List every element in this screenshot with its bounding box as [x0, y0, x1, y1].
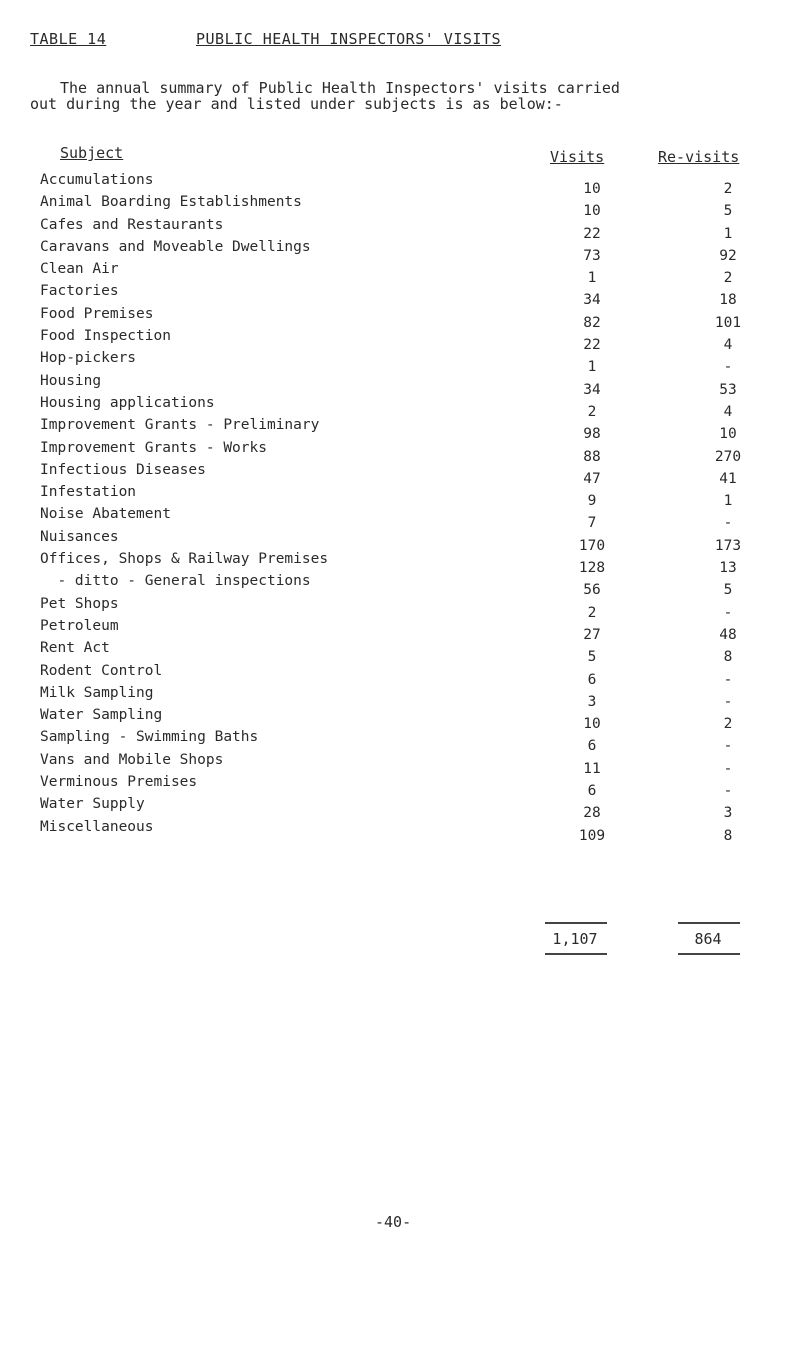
row-visits: 88	[583, 448, 601, 465]
row-subject: Caravans and Moveable Dwellings	[40, 238, 311, 255]
row-visits: 2	[587, 604, 597, 621]
table-row	[40, 238, 780, 264]
intro-line-1: The annual summary of Public Health Inspectors' visits carried	[60, 79, 620, 97]
row-revisits: 1	[723, 493, 733, 510]
row-subject: Sampling - Swimming Baths	[40, 729, 259, 746]
row-revisits: 4	[723, 403, 733, 420]
row-visits: 22	[583, 225, 601, 242]
row-subject: Clean Air	[40, 261, 119, 278]
table-row	[40, 684, 780, 710]
row-visits: 73	[583, 247, 601, 264]
row-subject: Hop-pickers	[40, 350, 137, 367]
row-subject: Factories	[40, 283, 119, 300]
table-row	[40, 751, 780, 777]
row-visits: 6	[587, 783, 597, 800]
visits-table	[40, 172, 780, 844]
row-revisits: 5	[723, 203, 733, 220]
total-visits: 1,107	[552, 930, 598, 948]
row-subject: Offices, Shops & Railway Premises	[40, 551, 329, 568]
total-revisits: 864	[694, 930, 722, 948]
row-revisits: 41	[719, 470, 737, 487]
row-revisits: 101	[714, 314, 742, 331]
row-visits: 5	[587, 649, 597, 666]
table-row	[40, 573, 780, 599]
row-subject: Water Supply	[40, 796, 145, 813]
row-visits: 3	[587, 693, 597, 710]
total-rule-revisits-top	[678, 922, 740, 924]
row-visits: 2	[587, 403, 597, 420]
row-revisits: 48	[719, 626, 737, 643]
table-row	[40, 216, 780, 242]
row-visits: 170	[578, 537, 606, 554]
row-subject: Rodent Control	[40, 662, 163, 679]
table-row	[40, 194, 780, 220]
row-visits: 82	[583, 314, 601, 331]
intro-paragraph	[30, 80, 800, 112]
page-title: PUBLIC HEALTH INSPECTORS' VISITS	[196, 30, 501, 48]
row-revisits: 4	[723, 337, 733, 354]
row-subject: Infectious Diseases	[40, 461, 206, 478]
table-row	[40, 528, 780, 554]
table-row	[40, 461, 780, 487]
row-visits: 6	[587, 738, 597, 755]
table-row	[40, 662, 780, 688]
row-subject: Pet Shops	[40, 595, 119, 612]
row-revisits: 8	[723, 649, 733, 666]
row-subject: Improvement Grants - Works	[40, 439, 267, 456]
table-row	[40, 729, 780, 755]
row-subject: Nuisances	[40, 528, 119, 545]
row-revisits: 92	[719, 247, 737, 264]
row-subject: Verminous Premises	[40, 774, 198, 791]
table-row	[40, 172, 780, 197]
row-revisits: 10	[719, 426, 737, 443]
table-row	[40, 595, 780, 621]
row-revisits: 2	[723, 270, 733, 287]
row-revisits: 2	[723, 716, 733, 733]
table-row	[40, 372, 780, 398]
row-visits: 10	[583, 181, 601, 197]
table-row	[40, 305, 780, 331]
row-revisits: 1	[723, 225, 733, 242]
row-visits: 109	[578, 827, 606, 844]
table-row	[40, 551, 780, 577]
row-subject: Food Premises	[40, 305, 154, 322]
table-row	[40, 640, 780, 666]
row-visits: 6	[587, 671, 597, 688]
row-revisits: 5	[723, 582, 733, 599]
row-revisits: -	[723, 359, 733, 376]
total-rule-visits-top	[545, 922, 607, 924]
row-revisits: -	[723, 693, 733, 710]
table-row	[40, 283, 780, 309]
row-subject: Housing	[40, 372, 102, 389]
total-rule-visits-bottom	[545, 953, 607, 955]
row-visits: 27	[583, 626, 601, 643]
table-row	[40, 350, 780, 376]
row-subject: Food Inspection	[40, 328, 171, 345]
row-visits: 9	[587, 493, 597, 510]
row-visits: 1	[587, 359, 597, 376]
row-revisits: 53	[719, 381, 737, 398]
table-row	[40, 707, 780, 733]
row-visits: 98	[583, 426, 601, 443]
table-row	[40, 774, 780, 800]
row-revisits: -	[723, 671, 733, 688]
row-subject: Accumulations	[40, 172, 154, 188]
table-row	[40, 484, 780, 510]
table-row	[40, 261, 780, 287]
row-visits: 11	[583, 760, 601, 777]
row-revisits: -	[723, 515, 733, 532]
table-row	[40, 394, 780, 420]
row-revisits: -	[723, 783, 733, 800]
row-visits: 28	[583, 805, 601, 822]
row-revisits: 173	[714, 537, 742, 554]
row-visits: 34	[583, 292, 601, 309]
row-visits: 10	[583, 203, 601, 220]
row-subject: Cafes and Restaurants	[40, 216, 224, 233]
row-subject: Miscellaneous	[40, 818, 154, 835]
row-visits: 34	[583, 381, 601, 398]
row-visits: 56	[583, 582, 601, 599]
row-revisits: 270	[714, 448, 742, 465]
row-revisits: -	[723, 738, 733, 755]
column-header-subject: Subject	[60, 144, 124, 162]
row-visits: 128	[578, 560, 606, 577]
row-subject: Infestation	[40, 484, 137, 501]
row-visits: 22	[583, 337, 601, 354]
row-subject: Noise Abatement	[40, 506, 171, 523]
intro-line-2: out during the year and listed under subjects is as below:-	[30, 95, 563, 113]
table-row	[40, 796, 780, 822]
table-row	[40, 617, 780, 643]
row-revisits: 18	[719, 292, 737, 309]
table-row	[40, 328, 780, 354]
row-revisits: 2	[723, 181, 733, 197]
row-subject: Petroleum	[40, 617, 119, 634]
row-subject: - ditto - General inspections	[40, 573, 311, 590]
row-revisits: 8	[723, 827, 733, 844]
table-label: TABLE 14	[30, 30, 107, 48]
row-revisits: -	[723, 760, 733, 777]
row-revisits: 13	[719, 560, 737, 577]
row-visits: 47	[583, 470, 601, 487]
table-row	[40, 439, 780, 465]
row-subject: Improvement Grants - Preliminary	[40, 417, 320, 434]
column-header-visits: Visits	[550, 148, 605, 166]
row-subject: Housing applications	[40, 394, 215, 411]
row-subject: Vans and Mobile Shops	[40, 751, 224, 768]
row-subject: Animal Boarding Establishments	[40, 194, 302, 211]
page-number: -40-	[375, 1213, 412, 1231]
row-subject: Milk Sampling	[40, 684, 154, 701]
table-row	[40, 818, 780, 844]
row-visits: 10	[583, 716, 601, 733]
total-rule-revisits-bottom	[678, 953, 740, 955]
column-header-revisits: Re-visits	[658, 148, 740, 166]
table-row	[40, 506, 780, 532]
row-revisits: 3	[723, 805, 733, 822]
row-revisits: -	[723, 604, 733, 621]
row-visits: 1	[587, 270, 597, 287]
row-subject: Rent Act	[40, 640, 110, 657]
row-subject: Water Sampling	[40, 707, 163, 724]
row-visits: 7	[587, 515, 597, 532]
table-row	[40, 417, 780, 443]
